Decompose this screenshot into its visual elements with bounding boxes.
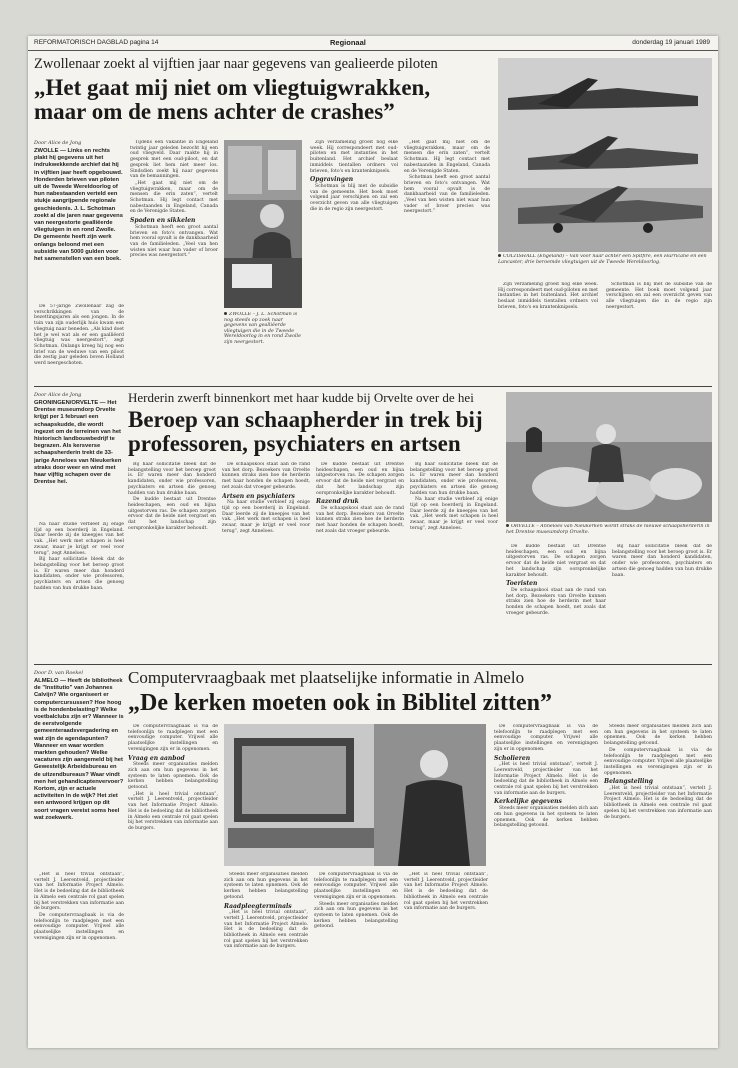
article3-headline: „De kerken moeten ook in Biblitel zitten” bbox=[128, 690, 552, 716]
article2-paragraph: De kudde bestaat uit Drentse heideschapen, een oud en bijna uitgestorven ras. De schapen zorgen ervoor dat de heide niet vergrast en dat het landschap zijn oorspronkelijke karakter behoudt. bbox=[506, 544, 606, 578]
article1-col4 bbox=[310, 140, 398, 382]
article1-paragraph: Tijdens een vakantie in Engeland twintig jaar geleden bezocht hij een oud vliegveld. Daar raakte hij in gesprek met een oud-piloot, en dat gesprek liet hem niet meer los. Sindsdien zoekt hij naar gegevens van de bemanningen. bbox=[130, 140, 218, 180]
article1-col7 bbox=[606, 282, 712, 382]
article2-col4 bbox=[316, 462, 404, 658]
article1-headline bbox=[34, 76, 504, 124]
article3-paragraph: De computervraagbaak is via de telefoonlijn te raadplegen met een eenvoudige computer. Vrijwel alle plaatselijke instellingen en verenigingen zijn er in opgenomen. bbox=[314, 872, 398, 900]
article1-paragraph: Schotman heeft een groot aantal brieven en foto's ontvangen. Wat hem vooral opvalt is de dankbaarheid van de familieleden. „Veel van hen wisten niet waar hun vader of broer precies was neergestort.” bbox=[404, 175, 490, 215]
article3-paragraph: „Het is heel trivial ontstaan”, vertelt J. Leerentveld, projectleider van het Informatie Project Almelo. Het is de bedoeling dat de bibliotheek in Almelo een centrale rol gaat spelen bij het verstrekken van informatie aan de burgers. bbox=[604, 786, 712, 820]
article3-paragraph: De computervraagbaak is via de telefoonlijn te raadplegen met een eenvoudige computer. Vrijwel alle plaatselijke instellingen en verenigingen zijn er in opgenomen. bbox=[494, 724, 598, 752]
article3-paragraph: De computervraagbaak is via de telefoonlijn te raadplegen met een eenvoudige computer. Vrijwel alle plaatselijke instellingen en verenigingen zijn er in opgenomen. bbox=[604, 747, 712, 776]
issue-date: donderdag 19 januari 1989 bbox=[632, 39, 710, 46]
article3-col1 bbox=[34, 872, 124, 1042]
article1-kicker: Zwollenaar zoekt al vijftien jaar naar gegevens van gealieerde piloten bbox=[34, 56, 438, 72]
bullet-icon bbox=[224, 312, 227, 315]
article3-paragraph: „Het is heel trivial ontstaan”, vertelt J. Leerentveld, projectleider van het Informatie Project Almelo. Het is de bedoeling dat de bibliotheek in Almelo een centrale rol gaat spelen bij het verstrekken van informatie aan de burgers. bbox=[494, 762, 598, 796]
article3-col7 bbox=[604, 724, 712, 1042]
article1-col1 bbox=[34, 304, 124, 382]
article1-paragraph: Schotman is blij met de subsidie van de gemeente. Het boek moet volgend jaar verschijnen en zal een overzicht geven van alle vliegtuigen die in de regio zijn neergestort. bbox=[310, 183, 398, 212]
article3-paragraph: Steeds meer organisaties melden zich aan om hun gegevens in het systeem te laten opnemen. Ook de kerken hebben belangstelling getoond. bbox=[604, 724, 712, 747]
article2-paragraph: Na haar studie verbleef zij enige tijd op een boerderij in Engeland. Daar leerde zij de kneepjes van het vak. „Het werk met schapen is heel zwaar, maar je krijgt er veel voor terug”, zegt Anneloes. bbox=[34, 522, 124, 556]
article3-col3 bbox=[224, 872, 308, 1042]
article1-paragraph: Zijn verzameling groeit nog elke week. Hij correspondeert met oud-piloten en met instanties in het buitenland. Het archief beslaat inmiddels tientallen ordners vol brieven, foto's en krantenknipsels. bbox=[498, 282, 598, 310]
photo-aircraft bbox=[498, 58, 712, 252]
article1-col5 bbox=[404, 140, 490, 382]
bullet-icon bbox=[498, 254, 501, 257]
article2-headline bbox=[128, 408, 508, 456]
article1-col6 bbox=[498, 282, 598, 382]
page-header bbox=[28, 36, 718, 51]
article3-subheading: Vraag en aanbod bbox=[128, 754, 185, 762]
article2-col5 bbox=[410, 462, 498, 658]
article1-paragraph: Zijn verzameling groeit nog elke week. Hij correspondeert met oud-piloten en met instanties in het buitenland. Het archief beslaat inmiddels tientallen ordners vol brieven, foto's en krantenknipsels. bbox=[310, 140, 398, 174]
article1-headline-line1: „Het gaat mij niet om vliegtuigwrakken, bbox=[34, 75, 431, 100]
article3-paragraph: De computervraagbaak is via de telefoonlijn te raadplegen met een eenvoudige computer. Vrijwel alle plaatselijke instellingen en verenigingen zijn er in opgenomen. bbox=[128, 724, 218, 752]
article2-col2 bbox=[128, 462, 216, 658]
article3-paragraph: „Het is heel trivial ontstaan”, vertelt J. Leerentveld, projectleider van het Informatie Project Almelo. Het is de bedoeling dat de bibliotheek in Almelo een centrale rol gaat spelen bij het verstrekken van informatie aan de burgers. bbox=[128, 791, 218, 831]
article3-paragraph: De computervraagbaak is via de telefoonlijn te raadplegen met een eenvoudige computer. Vrijwel alle plaatselijke instellingen en verenigingen zijn er in opgenomen. bbox=[34, 912, 124, 941]
article3-paragraph: „Het is heel trivial ontstaan”, vertelt J. Leerentveld, projectleider van het Informatie Project Almelo. Het is de bedoeling dat de bibliotheek in Almelo een centrale rol gaat spelen bij het verstrekken van informatie aan de burgers. bbox=[404, 872, 488, 912]
article1-lead: ZWOLLE — Links en rechts plakt hij gegevens uit het indrukwekkende archief dat hij in vijftien jaar heeft opgebouwd. Honderden brieven van piloten uit de Tweede Wereldoorlog of hun nabestaanden verteld een stukje aangrijpende regionale geschiedenis. J. L. Schotman zoekt al die jaren naar gegevens van neergestorte gealliëerde vliegtuigen in en rond Zwolle. De gemeente heeft zijn werk onlangs beloond met een subsidie van 5000 gulden voor het samenstellen van een boek. bbox=[34, 148, 123, 263]
section-title: Regionaal bbox=[330, 38, 366, 47]
photo-schotman bbox=[224, 140, 302, 308]
article2-paragraph: Bij haar sollicitatie bleek dat de belangstelling voor het beroep groot is. Er waren meer dan honderd kandidaten, onder wie professoren, psychiaters en artsen die genoeg hadden van hun drukke baan. bbox=[34, 557, 124, 591]
bullet-icon bbox=[506, 524, 509, 527]
article2-col6 bbox=[506, 544, 606, 658]
article2-paragraph: De kudde bestaat uit Drentse heideschapen, een oud en bijna uitgestorven ras. De schapen zorgen ervoor dat de heide niet vergrast en dat het landschap zijn oorspronkelijke karakter behoudt. bbox=[316, 462, 404, 496]
article1-paragraph: „Het gaat mij niet om de vliegtuigwrakken, maar om de mensen die erin zaten”, vertelt Schotman. Hij legt contact met nabestaanden in Engeland, Canada en de Verenigde Staten. bbox=[404, 140, 490, 174]
article3-col5 bbox=[404, 872, 488, 1042]
article1-paragraph: Schotman heeft een groot aantal brieven en foto's ontvangen. Wat hem vooral opvalt is de dankbaarheid van de familieleden. „Veel van hen wisten niet waar hun vader of broer precies was neergestort.” bbox=[130, 224, 218, 259]
article3-subheading: Belangstelling bbox=[604, 778, 653, 786]
article2-paragraph: Bij haar sollicitatie bleek dat de belangstelling voor het beroep groot is. Er waren meer dan honderd kandidaten, onder wie professoren, psychiaters en artsen die genoeg hadden van hun drukke baan. bbox=[612, 544, 712, 578]
caption-text: COLTISHALL (Engeland) – Van voor naar achter een Spitfire, een Hurricane en een Lancaster, drie beroemde vliegtuigen uit de Tweede Wereldoorlog. bbox=[498, 254, 707, 265]
article2-caption bbox=[506, 524, 712, 542]
article1-subheading: Opgravingen bbox=[310, 176, 354, 184]
article3-col6 bbox=[494, 724, 598, 1042]
article2-paragraph: De kudde bestaat uit Drentse heideschapen, een oud en bijna uitgestorven ras. De schapen zorgen ervoor dat de heide niet vergrast en dat het landschap zijn oorspronkelijke karakter behoudt. bbox=[128, 497, 216, 531]
article3-col2 bbox=[128, 724, 218, 1042]
article2-byline: Door Alice de Jong bbox=[34, 392, 82, 398]
article2-kicker: Herderin zwerft binnenkort met haar kudde bij Orvelte over de hei bbox=[128, 390, 474, 405]
article2-paragraph: Bij haar sollicitatie bleek dat de belangstelling voor het beroep groot is. Er waren meer dan honderd kandidaten, onder wie professoren, psychiaters en artsen die genoeg hadden van hun drukke baan. bbox=[128, 462, 216, 496]
article1-caption-photo2 bbox=[498, 254, 712, 278]
article2-paragraph: De schaapskooi staat aan de rand van het dorp. Bezoekers van Orvelte kunnen straks zien hoe de herderin met haar honden de schapen hoedt, net zoals dat vroeger gebeurde. bbox=[222, 462, 310, 490]
paper-name: REFORMATORISCH DAGBLAD pagina 14 bbox=[34, 39, 159, 46]
caption-text: ORVELTE – Anneloes van Nieukerken wordt straks de nieuwe schaapsherderin in het Drentse museumdorp Orvelte. bbox=[506, 524, 710, 535]
article3-paragraph: „Het is heel trivial ontstaan”, vertelt J. Leerentveld, projectleider van het Informatie Project Almelo. Het is de bedoeling dat de bibliotheek in Almelo een centrale rol gaat spelen bij het verstrekken van informatie aan de burgers. bbox=[224, 910, 308, 950]
divider bbox=[34, 386, 712, 387]
article1-col2 bbox=[130, 140, 218, 382]
article3-paragraph: Steeds meer organisaties melden zich aan om hun gegevens in het systeem te laten opnemen. Ook de kerken hebben belangstelling getoond. bbox=[128, 762, 218, 791]
article3-paragraph: „Het is heel trivial ontstaan”, vertelt J. Leerentveld, projectleider van het Informatie Project Almelo. Het is de bedoeling dat de bibliotheek in Almelo een centrale rol gaat spelen bij het verstrekken van informatie aan de burgers. bbox=[34, 872, 124, 912]
article2-subheading: Razend druk bbox=[316, 498, 359, 506]
article2-paragraph: De schaapskooi staat aan de rand van het dorp. Bezoekers van Orvelte kunnen straks zien hoe de herderin met haar honden de schapen hoedt, net zoals dat vroeger gebeurde. bbox=[506, 587, 606, 616]
photo-computer bbox=[224, 724, 486, 866]
newspaper-page bbox=[28, 36, 718, 1048]
article1-headline-line2: maar om de mens achter de crashes” bbox=[34, 99, 395, 125]
article3-byline: Door D. van Roekel bbox=[34, 670, 83, 676]
article3-col4 bbox=[314, 872, 398, 1042]
article3-subheading: Raadpleegterminals bbox=[224, 902, 292, 910]
article2-col1 bbox=[34, 522, 124, 658]
article1-byline: Door Alice de Jong bbox=[34, 140, 82, 146]
article2-paragraph: Na haar studie verbleef zij enige tijd op een boerderij in Engeland. Daar leerde zij de kneepjes van het vak. „Het werk met schapen is heel zwaar, maar je krijgt er veel voor terug”, zegt Anneloes. bbox=[222, 500, 310, 534]
article1-caption-photo1 bbox=[224, 312, 304, 372]
article1-paragraph: Schotman is blij met de subsidie van de gemeente. Het boek moet volgend jaar verschijnen en zal een overzicht geven van alle vliegtuigen die in de regio zijn neergestort. bbox=[606, 282, 712, 310]
article2-lead: GRONINGEN/ORVELTE — Het Drentse museumdorp Orvelte krijgt per 1 februari een schaapskudde, die wordt ingezet om de terreinen van het historisch landbouwbedrijf te begrazen. Als kersverse schaapsherderin trekt de 33-jarige Anneloes van Nieukerken straks door weer en wind met haar vijftig schapen over de Drentse hei. bbox=[34, 400, 122, 486]
article3-paragraph: Steeds meer organisaties melden zich aan om hun gegevens in het systeem te laten opnemen. Ook de kerken hebben belangstelling getoond. bbox=[494, 806, 598, 829]
article2-headline-line1: Beroep van schaapherder in trek bij bbox=[128, 407, 483, 432]
divider bbox=[34, 664, 712, 665]
article3-paragraph: Steeds meer organisaties melden zich aan om hun gegevens in het systeem te laten opnemen. Ook de kerken hebben belangstelling getoond. bbox=[224, 872, 308, 900]
article2-paragraph: Bij haar sollicitatie bleek dat de belangstelling voor het beroep groot is. Er waren meer dan honderd kandidaten, onder wie professoren, psychiaters en artsen die genoeg hadden van hun drukke baan. bbox=[410, 462, 498, 496]
article3-lead: ALMELO — Heeft de bibliotheek de "Institutio" van Johannes Calvijn? Wie organiseert er computercursussen? Hoe hoog is de hondenbelasting? Welke voetbalclubs zijn er? Wanneer is de eerstvolgende gemeenteraadsvergadering en wat zijn de agendapunten? Wanneer en waar worden markten gehouden? Welke vacatures zijn aangemeld bij het Gewestelijk Arbeidsbureau en de uitzendbureaus? Waar vindt men het gehandicaptenvervoer? Kortom, zijn er actuele activiteiten in de wijk? Het ziet een antwoord krijgen op dit soort vragen vereist soms heel wat zoekwerk. bbox=[34, 678, 124, 821]
article2-paragraph: Na haar studie verbleef zij enige tijd op een boerderij in Engeland. Daar leerde zij de kneepjes van het vak. „Het werk met schapen is heel zwaar, maar je krijgt er veel voor terug”, zegt Anneloes. bbox=[410, 497, 498, 531]
article3-subheading: Kerkelijke gegevens bbox=[494, 798, 562, 806]
article1-subheading: Spaden en sikkelen bbox=[130, 217, 196, 225]
article2-headline-line2: professoren, psychiaters en artsen bbox=[128, 431, 461, 457]
photo-shepherdess bbox=[506, 392, 712, 522]
article2-col3 bbox=[222, 462, 310, 658]
caption-text: ZWOLLE – J. L. Schotman is nog steeds op zoek naar gegevens van gealliëerde vliegtuigen die in de Tweede Wereldoorlog in en rond Zwolle zijn neergestort. bbox=[224, 312, 301, 345]
article3-kicker: Computervraagbaak met plaatselijke informatie in Almelo bbox=[128, 668, 525, 687]
article2-col7 bbox=[612, 544, 712, 658]
article2-subheading: Toeristen bbox=[506, 580, 538, 588]
article2-subheading: Artsen en psychiaters bbox=[222, 492, 295, 500]
article2-paragraph: De schaapskooi staat aan de rand van het dorp. Bezoekers van Orvelte kunnen straks zien hoe de herderin met haar honden de schapen hoedt, net zoals dat vroeger gebeurde. bbox=[316, 505, 404, 534]
article1-paragraph: „Het gaat mij niet om de vliegtuigwrakken, maar om de mensen die erin zaten”, vertelt Schotman. Hij legt contact met nabestaanden in Engeland, Canada en de Verenigde Staten. bbox=[130, 180, 218, 215]
article1-paragraph: De 57-jarige Zwollenaar zag de verschrikkingen van de bezettingsjaren als een jongen. In de tuin van zijn ouderlijk huis kwam een vliegtuig naar beneden. „Als kind doet het je wel wat als er een gaalliëerd vliegtuig was neergestort”, zegt Schotman. Onlangs kreeg hij nog een brief van de weduwe van een piloot die zestig jaar geleden boven Holland werd neergeschoten. bbox=[34, 304, 124, 367]
article3-paragraph: Steeds meer organisaties melden zich aan om hun gegevens in het systeem te laten opnemen. Ook de kerken hebben belangstelling getoond. bbox=[314, 901, 398, 930]
article3-subheading: Scholieren bbox=[494, 754, 531, 762]
